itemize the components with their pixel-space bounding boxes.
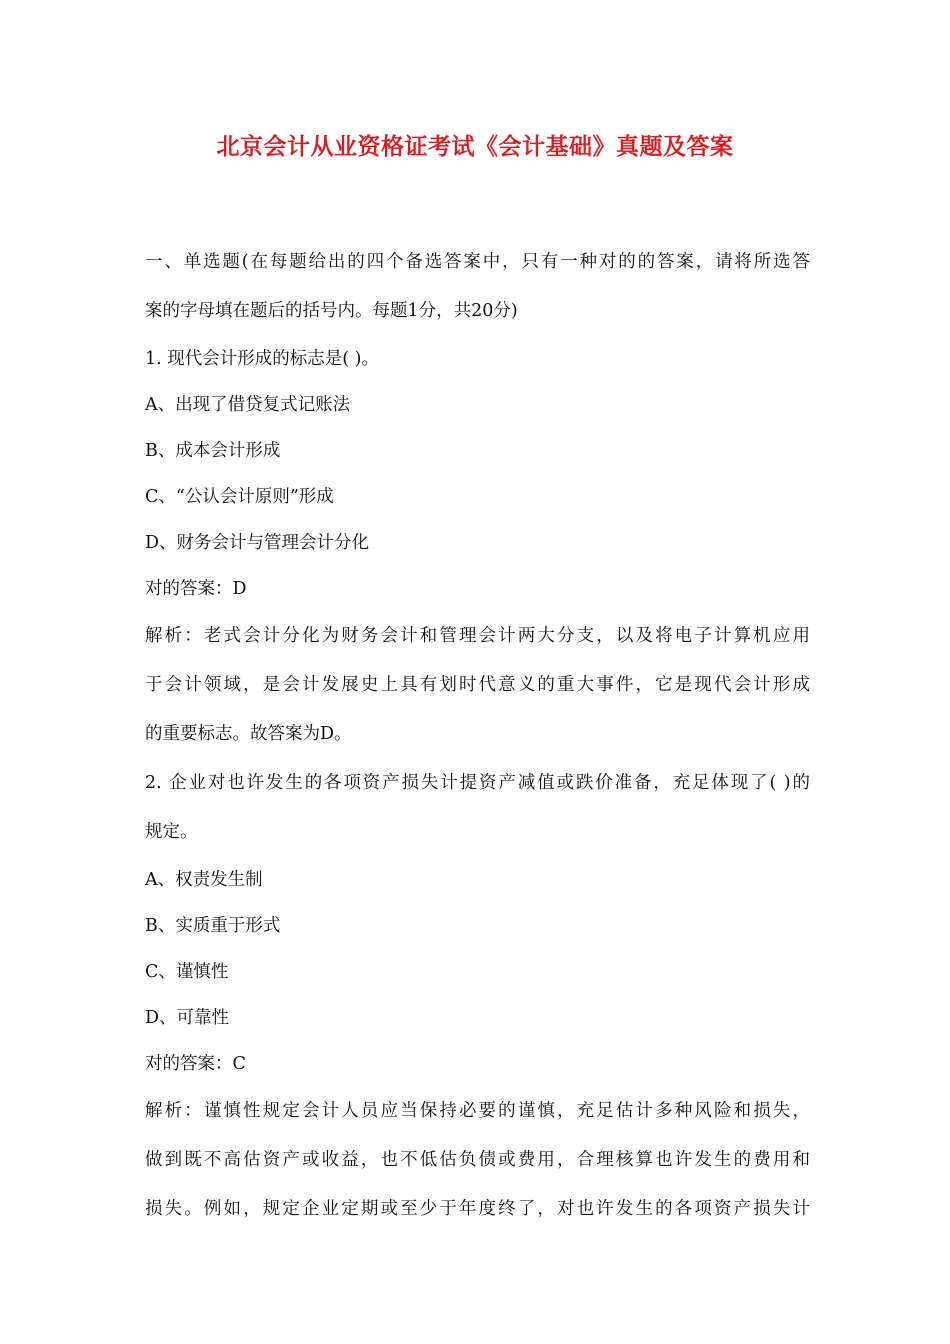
q2-option-b: B、实质重于形式 [145,916,281,936]
q2-analysis-line-1: 解析：谨慎性规定会计人员应当保持必要的谨慎，充足估计多种风险和损失， [145,1101,810,1121]
q1-option-d: D、财务会计与管理会计分化 [145,533,370,553]
q1-analysis-line-3: 的重要标志。故答案为D。 [145,724,352,744]
q1-analysis-line-2: 于会计领域，是会计发展史上具有划时代意义的重大事件，它是现代会计形成 [145,675,810,695]
q1-answer: 对的答案：D [145,579,247,599]
q2-option-a: A、权责发生制 [145,870,263,890]
q2-answer: 对的答案：C [145,1054,246,1074]
q2-option-c: C、谨慎性 [145,962,229,982]
q2-option-d: D、可靠性 [145,1008,230,1028]
q2-analysis-line-3: 损失。例如，规定企业定期或至少于年度终了，对也许发生的各项资产损失计 [145,1199,810,1219]
section-heading-line-2: 案的字母填在题后的括号内。每题1分，共20分) [145,301,518,321]
q1-stem: 1. 现代会计形成的标志是( )。 [145,349,379,369]
q2-stem-line-1: 2. 企业对也许发生的各项资产损失计提资产减值或跌价准备，充足体现了( )的 [145,773,810,793]
document-title: 北京会计从业资格证考试《会计基础》真题及答案 [216,133,734,160]
q2-stem-line-2: 规定。 [145,822,198,842]
section-heading-line-1: 一、单选题(在每题给出的四个备选答案中，只有一种对的的答案，请将所选答 [145,252,810,272]
document-body [145,238,810,1234]
q1-option-c: C、“公认会计原则”形成 [145,487,334,507]
q2-analysis-line-2: 做到既不高估资产或收益，也不低估负债或费用，合理核算也许发生的费用和 [145,1150,810,1170]
q1-analysis-line-1: 解析：老式会计分化为财务会计和管理会计两大分支，以及将电子计算机应用 [145,626,810,646]
q1-option-b: B、成本会计形成 [145,441,281,461]
q1-option-a: A、出现了借贷复式记账法 [145,395,351,415]
